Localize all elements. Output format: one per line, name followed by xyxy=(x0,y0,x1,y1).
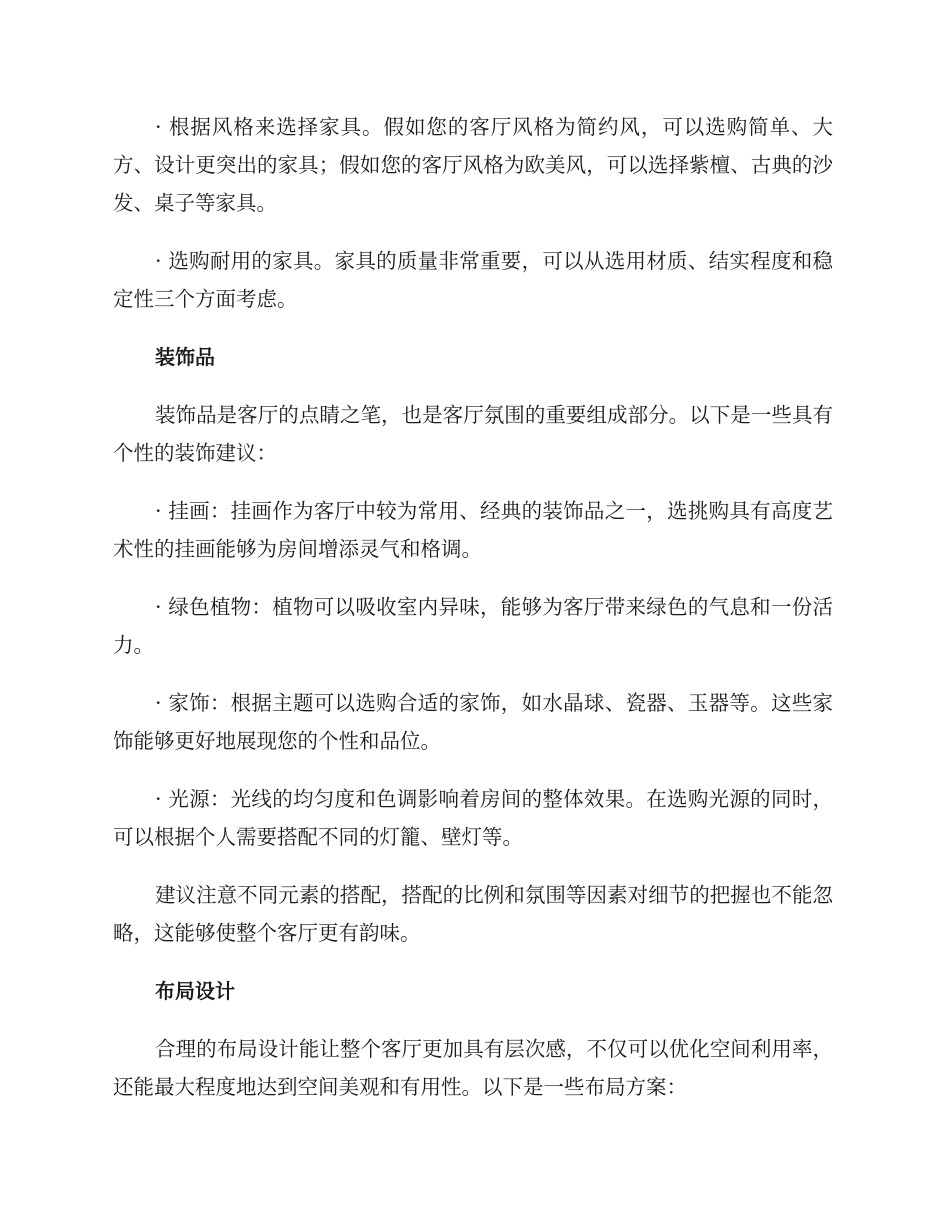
document-body xyxy=(113,108,833,1126)
plants-bullet: · 绿色植物：植物可以吸收室内异味，能够为客厅带来绿色的气息和一份活力。 xyxy=(113,595,833,657)
home-decor-bullet: · 家饰：根据主题可以选购合适的家饰，如水晶球、瓷器、玉器等。这些家饰能够更好地展现您的个性和品位。 xyxy=(113,691,833,753)
layout-design-heading: 布局设计 xyxy=(155,979,235,1003)
decorations-heading: 装饰品 xyxy=(155,345,215,369)
decorations-advice: 建议注意不同元素的搭配，搭配的比例和氛围等因素对细节的把握也不能忽略，这能够使整个客厅更有韵味。 xyxy=(113,883,833,945)
furniture-style-bullet: · 根据风格来选择家具。假如您的客厅风格为简约风，可以选购简单、大方、设计更突出的家具；假如您的客厅风格为欧美风，可以选择紫檀、古典的沙发、桌子等家具。 xyxy=(113,115,833,215)
furniture-durable-bullet: · 选购耐用的家具。家具的质量非常重要，可以从选用材质、结实程度和稳定性三个方面考虑。 xyxy=(113,249,833,311)
decorations-intro: 装饰品是客厅的点睛之笔，也是客厅氛围的重要组成部分。以下是一些具有个性的装饰建议： xyxy=(113,403,833,465)
painting-bullet: · 挂画：挂画作为客厅中较为常用、经典的装饰品之一，选挑购具有高度艺术性的挂画能够为房间增添灵气和格调。 xyxy=(113,499,833,561)
layout-design-intro: 合理的布局设计能让整个客厅更加具有层次感，不仅可以优化空间利用率，还能最大程度地达到空间美观和有用性。以下是一些布局方案： xyxy=(113,1037,833,1099)
lighting-bullet: · 光源：光线的均匀度和色调影响着房间的整体效果。在选购光源的同时，可以根据个人需要搭配不同的灯籠、壁灯等。 xyxy=(113,787,833,849)
